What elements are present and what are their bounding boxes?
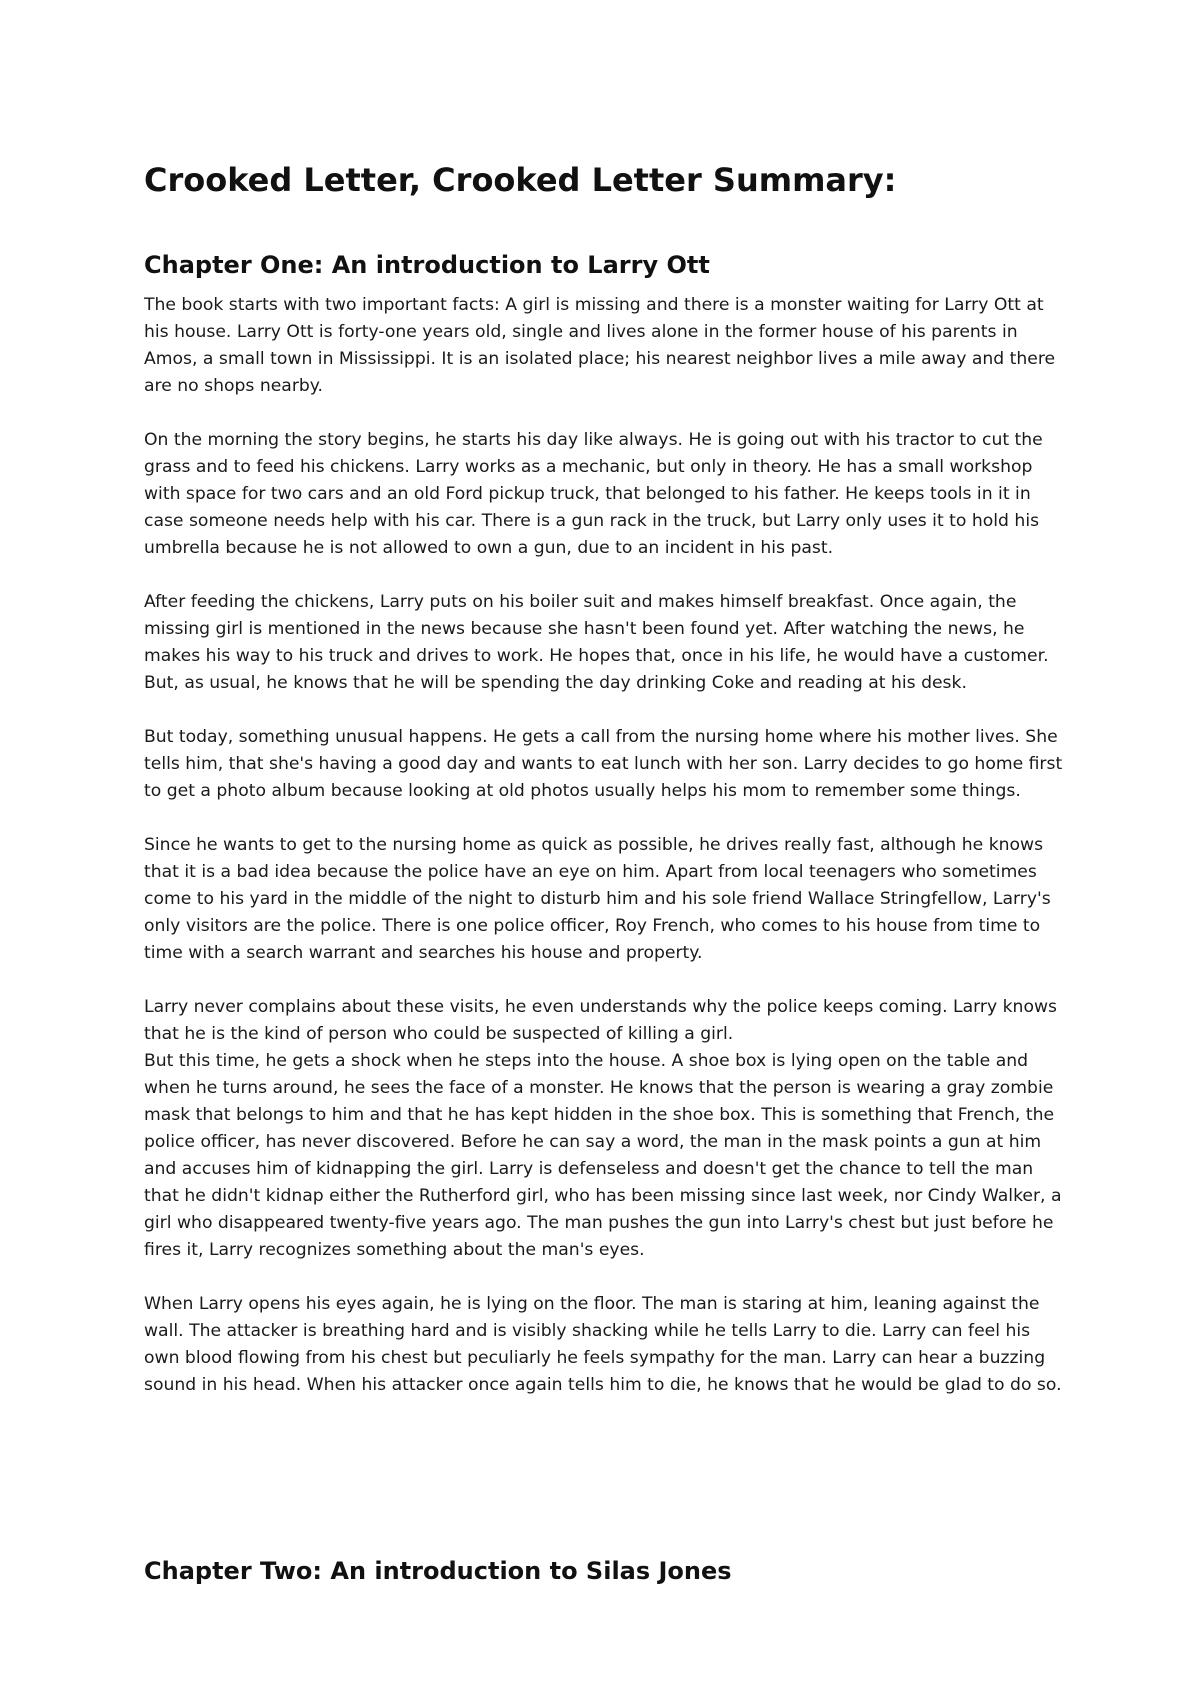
document-body	[144, 158, 1064, 1399]
paragraph-gap	[144, 400, 1064, 427]
chapter-one-paragraph-8: When Larry opens his eyes again, he is lying on the floor. The man is staring at him, leaning against the wall. The attacker is breathing hard and is visibly shacking while he tells Larry to die. Larry can feel his own blood flowing from his chest but peculiarly he feels sympathy for the man. Larry can hear a buzzing sound in his head. When his attacker once again tells him to die, he knows that he would be glad to do so.	[144, 1294, 1062, 1395]
chapter-one-paragraph-6: Larry never complains about these visits, he even understands why the police keeps coming. Larry knows that he is the kind of person who could be suspected of killing a girl.	[144, 997, 1057, 1044]
paragraph-gap	[144, 697, 1064, 724]
chapter-one-paragraph-3: After feeding the chickens, Larry puts on his boiler suit and makes himself breakfast. Once again, the missing girl is mentioned in the news because she hasn't been found yet. After watching the news, he makes his way to his truck and drives to work. He hopes that, once in his life, he would have a customer. But, as usual, he knows that he will be spending the day drinking Coke and reading at his desk.	[144, 592, 1049, 693]
chapter-one-paragraph-1: The book starts with two important facts: A girl is missing and there is a monster waiting for Larry Ott at his house. Larry Ott is forty-one years old, single and lives alone in the former house of his parents in Amos, a small town in Mississippi. It is an isolated place; his nearest neighbor lives a mile away and there are no shops nearby.	[144, 295, 1056, 396]
chapter-one-paragraph-2: On the morning the story begins, he starts his day like always. He is going out with his tractor to cut the grass and to feed his chickens. Larry works as a mechanic, but only in theory. He has a small workshop with space for two cars and an old Ford pickup truck, that belonged to his father. He keeps tools in it in case someone needs help with his car. There is a gun rack in the truck, but Larry only uses it to hold his umbrella because he is not allowed to own a gun, due to an incident in his past.	[144, 430, 1043, 558]
chapter-two-heading: Chapter Two: An introduction to Silas Jones	[144, 1557, 732, 1585]
paragraph-gap	[144, 1264, 1064, 1291]
paragraph-gap	[144, 562, 1064, 589]
document-title: Crooked Letter, Crooked Letter Summary:	[144, 161, 897, 199]
paragraph-gap	[144, 967, 1064, 994]
chapter-one-paragraph-4: But today, something unusual happens. He gets a call from the nursing home where his mother lives. She tells him, that she's having a good day and wants to eat lunch with her son. Larry decides to go home first to get a photo album because looking at old photos usually helps his mom to remember some things.	[144, 727, 1063, 801]
chapter-two-section	[144, 1556, 1064, 1598]
chapter-one-paragraph-5: Since he wants to get to the nursing home as quick as possible, he drives really fast, although he knows that it is a bad idea because the police have an eye on him. Apart from local teenagers who sometimes come to his yard in the middle of the night to disturb him and his sole friend Wallace Stringfellow, Larry's only visitors are the police. There is one police officer, Roy French, who comes to his house from time to time with a search warrant and searches his house and property.	[144, 835, 1051, 963]
chapter-one-paragraph-7: But this time, he gets a shock when he steps into the house. A shoe box is lying open on the table and when he turns around, he sees the face of a monster. He knows that the person is wearing a gray zombie mask that belongs to him and that he has kept hidden in the shoe box. This is something that French, the police officer, has never discovered. Before he can say a word, the man in the mask points a gun at him and accuses him of kidnapping the girl. Larry is defenseless and doesn't get the chance to tell the man that he didn't kidnap either the Rutherford girl, who has been missing since last week, nor Cindy Walker, a girl who disappeared twenty-five years ago. The man pushes the gun into Larry's chest but just before he fires it, Larry recognizes something about the man's eyes.	[144, 1051, 1062, 1260]
chapter-one-heading: Chapter One: An introduction to Larry Ott	[144, 251, 710, 279]
paragraph-gap	[144, 805, 1064, 832]
